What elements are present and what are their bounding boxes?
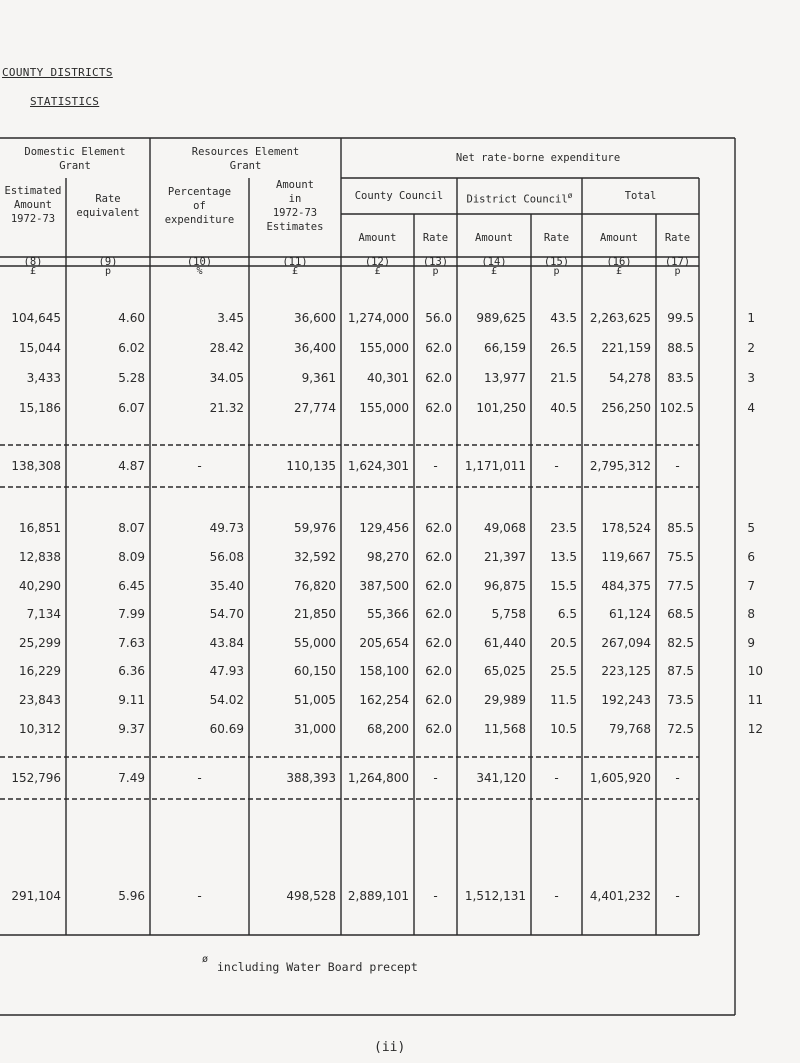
subtotal-row-cell: - (433, 771, 438, 785)
table-row-cell: 155,000 (359, 341, 409, 355)
subgroup-district-council (457, 189, 582, 207)
table-row-cell: 13.5 (550, 550, 577, 564)
table-row-cell: 62.0 (425, 550, 452, 564)
table-row-cell: 12,838 (19, 550, 61, 564)
table-row-cell: 36,600 (294, 311, 336, 325)
unit-label: £ (374, 266, 381, 277)
table-row-cell: 96,875 (484, 579, 526, 593)
grand-total-row-cell: 4,401,232 (589, 889, 651, 903)
table-row-cell: 75.5 (667, 550, 694, 564)
table-row-cell: 23,843 (19, 693, 61, 707)
row-number: 9 (747, 636, 755, 650)
table-row-cell: 205,654 (359, 636, 409, 650)
table-row-cell: 82.5 (667, 636, 694, 650)
table-row-cell: 256,250 (601, 401, 651, 415)
table-row-cell: 16,229 (19, 664, 61, 678)
table-row-cell: 56.08 (209, 550, 244, 564)
column-rate-header: Rate (664, 232, 691, 244)
table-row-cell: 387,500 (359, 579, 409, 593)
grand-total-row-cell: 291,104 (11, 889, 61, 903)
table-row-cell: 73.5 (667, 693, 694, 707)
row-number: 3 (747, 371, 755, 385)
unit-label: p (432, 266, 439, 277)
table-row-cell: 85.5 (667, 521, 694, 535)
table-row-cell: 87.5 (667, 664, 694, 678)
row-number: 10 (747, 664, 763, 678)
column-number: (10) (186, 256, 213, 268)
subtotal-row-cell: - (554, 771, 559, 785)
table-row-cell: 99.5 (667, 311, 694, 325)
table-row-cell: 62.0 (425, 579, 452, 593)
column-number: (13) (422, 256, 449, 268)
subtotal-row-cell: 388,393 (286, 771, 336, 785)
table-row-cell: 8.07 (118, 521, 145, 535)
table-row-cell: 23.5 (550, 521, 577, 535)
row-number: 7 (747, 579, 755, 593)
table-row-cell: 221,159 (601, 341, 651, 355)
column-11-header-line: 1972-73 (272, 207, 318, 219)
table-row-cell: 11.5 (550, 693, 577, 707)
group-domestic-element (0, 145, 150, 173)
table-row-cell: 62.0 (425, 607, 452, 621)
table-row-cell: 66,159 (484, 341, 526, 355)
row-number: 5 (747, 521, 755, 535)
table-row-cell: 2,263,625 (589, 311, 651, 325)
table-row-cell: 47.93 (209, 664, 244, 678)
footnote-text: including Water Board precept (217, 960, 418, 974)
subtotal-row-cell: 4.87 (118, 459, 145, 473)
table-row-cell: 51,005 (294, 693, 336, 707)
row-number: 2 (747, 341, 755, 355)
table-row-cell: 40,301 (367, 371, 409, 385)
table-row-cell: 98,270 (367, 550, 409, 564)
row-number: 11 (747, 693, 763, 707)
table-row-cell: 192,243 (601, 693, 651, 707)
table-row-cell: 26.5 (550, 341, 577, 355)
table-row-cell: 129,456 (359, 521, 409, 535)
grand-total-row-cell: 5.96 (118, 889, 145, 903)
table-row-cell: 62.0 (425, 341, 452, 355)
column-10-header-line: expenditure (164, 214, 235, 226)
column-number: (11) (282, 256, 308, 268)
table-row-cell: 20.5 (550, 636, 577, 650)
grand-total-row-cell: 2,889,101 (347, 889, 409, 903)
table-row-cell: 21.5 (550, 371, 577, 385)
column-amount-header: Amount (600, 232, 638, 244)
column-10-header-line: Percentage (167, 186, 232, 198)
table-row-cell: 21,850 (294, 607, 336, 621)
subtotal-row-cell: 1,171,011 (464, 459, 526, 473)
table-row-cell: 72.5 (667, 722, 694, 736)
subtotal-row-cell: 152,796 (11, 771, 61, 785)
table-row-cell: 77.5 (667, 579, 694, 593)
grand-total-row-cell: - (554, 889, 559, 903)
group-resources-element-line: Grant (229, 160, 262, 172)
header-statistics: STATISTICS (30, 95, 100, 108)
table-row-cell: 4.60 (118, 311, 145, 325)
column-number: (14) (481, 256, 507, 268)
subtotal-row-cell: 1,264,800 (347, 771, 409, 785)
table-row-cell: 54.70 (209, 607, 244, 621)
column-8-header-line: Amount (14, 199, 52, 211)
column-number: (9) (98, 256, 118, 268)
table-row-cell: 62.0 (425, 693, 452, 707)
unit-label: £ (291, 266, 299, 277)
table-row-cell: 1,274,000 (347, 311, 409, 325)
column-10-header (150, 185, 249, 227)
table-row-cell: 178,524 (601, 521, 651, 535)
table-row-cell: 8.09 (118, 550, 145, 564)
grand-total-row-cell: 1,512,131 (464, 889, 526, 903)
table-row-cell: 21.32 (209, 401, 244, 415)
table-row-cell: 6.07 (118, 401, 145, 415)
table-row-cell: 35.40 (209, 579, 244, 593)
group-resources-element-line: Resources Element (191, 146, 300, 158)
footnote-mark: ø (202, 954, 209, 965)
table-row-cell: 484,375 (601, 579, 651, 593)
subtotal-row-cell: 341,120 (476, 771, 526, 785)
column-9-header-line: equivalent (76, 207, 140, 219)
subtotal-row-cell: 1,624,301 (347, 459, 409, 473)
table-row-cell: 55,000 (294, 636, 336, 650)
table-row-cell: 7.63 (118, 636, 145, 650)
column-11-header-line: in (288, 193, 302, 205)
table-row-cell: 3,433 (26, 371, 61, 385)
table-row-cell: 10,312 (19, 722, 61, 736)
table-row-cell: 25.5 (550, 664, 577, 678)
column-rate-header: Rate (543, 232, 570, 244)
column-number: (17) (664, 256, 691, 268)
column-amount-header: Amount (358, 232, 397, 244)
table-row-cell: 79,768 (609, 722, 651, 736)
subtotal-row-cell: 138,308 (11, 459, 61, 473)
table-row-cell: 16,851 (19, 521, 61, 535)
subgroup-total: Total (624, 190, 657, 202)
subtotal-row-cell: 2,795,312 (589, 459, 651, 473)
district-council-label: District Council (466, 193, 568, 206)
row-number: 6 (747, 550, 755, 564)
page-number: (ii) (374, 1040, 406, 1055)
column-8-header-line: 1972-73 (10, 213, 56, 225)
group-domestic-element-line: Grant (59, 160, 91, 172)
unit-label: p (553, 266, 560, 277)
row-number: 1 (747, 311, 755, 325)
table-row-cell: 15.5 (550, 579, 577, 593)
table-row-cell: 6.45 (118, 579, 145, 593)
table-row-cell: 7,134 (26, 607, 61, 621)
subtotal-row-cell: - (197, 459, 202, 473)
table-row-cell: 158,100 (359, 664, 409, 678)
row-number: 4 (747, 401, 755, 415)
unit-label: % (196, 266, 203, 277)
table-row-cell: 28.42 (209, 341, 244, 355)
table-row-cell: 101,250 (476, 401, 526, 415)
unit-label: £ (29, 266, 37, 277)
table-row-cell: 15,186 (19, 401, 61, 415)
unit-label: £ (615, 266, 623, 277)
table-row-cell: 34.05 (209, 371, 244, 385)
subtotal-row-cell: - (197, 771, 202, 785)
table-row-cell: 40.5 (550, 401, 577, 415)
group-resources-element (150, 145, 341, 173)
column-number: (12) (364, 256, 391, 268)
subtotal-row-cell: 7.49 (118, 771, 145, 785)
column-11-header-line: Amount (276, 179, 314, 191)
table-row-cell: 9.37 (118, 722, 145, 736)
table-row-cell: 60.69 (209, 722, 244, 736)
group-domestic-element-line: Domestic Element (24, 146, 126, 158)
row-number: 12 (747, 722, 763, 736)
table-row-cell: 5,758 (491, 607, 526, 621)
table-row-cell: 36,400 (294, 341, 336, 355)
table-row-cell: 68,200 (367, 722, 409, 736)
table-row-cell: 104,645 (11, 311, 61, 325)
header-county-districts: COUNTY DISTRICTS (2, 66, 113, 79)
table-row-cell: 5.28 (118, 371, 145, 385)
column-10-header-line: of (193, 200, 206, 212)
table-row-cell: 32,592 (294, 550, 336, 564)
table-row-cell: 989,625 (476, 311, 526, 325)
table-row-cell: 10.5 (550, 722, 577, 736)
grand-total-row-cell: - (675, 889, 680, 903)
unit-label: £ (490, 266, 498, 277)
grand-total-row-cell: - (197, 889, 202, 903)
table-row-cell: 6.02 (118, 341, 145, 355)
table-row-cell: 223,125 (601, 664, 651, 678)
table-row-cell: 62.0 (425, 664, 452, 678)
table-row-cell: 7.99 (118, 607, 145, 621)
table-row-cell: 55,366 (367, 607, 409, 621)
column-number: (8) (23, 256, 43, 268)
table-row-cell: 62.0 (425, 401, 452, 415)
table-row-cell: 119,667 (601, 550, 651, 564)
subtotal-row-cell: - (433, 459, 438, 473)
column-8-header-line: Estimated (4, 185, 62, 197)
column-11-header (249, 178, 341, 234)
table-row-cell: 162,254 (359, 693, 409, 707)
table-row-cell: 43.84 (209, 636, 244, 650)
row-number: 8 (747, 607, 755, 621)
table-row-cell: 25,299 (19, 636, 61, 650)
column-8-header (0, 184, 66, 226)
table-row-cell: 49,068 (484, 521, 526, 535)
subgroup-county-council: County Council (354, 190, 444, 202)
table-row-cell: 31,000 (294, 722, 336, 736)
table-row-cell: 21,397 (484, 550, 526, 564)
table-row-cell: 62.0 (425, 722, 452, 736)
table-row-cell: 54,278 (609, 371, 651, 385)
table-row-cell: 40,290 (19, 579, 61, 593)
column-9-header-line: Rate (95, 193, 121, 205)
subtotal-row-cell: - (675, 771, 680, 785)
table-row-cell: 62.0 (425, 371, 452, 385)
column-rate-header: Rate (422, 232, 449, 244)
column-9-header (66, 192, 150, 220)
column-amount-header: Amount (475, 232, 513, 244)
table-row-cell: 102.5 (659, 401, 694, 415)
table-row-cell: 11,568 (484, 722, 526, 736)
table-row-cell: 56.0 (425, 311, 452, 325)
table-row-cell: 27,774 (294, 401, 336, 415)
column-11-header-line: Estimates (266, 221, 324, 233)
subtotal-row-cell: - (675, 459, 680, 473)
table-row-cell: 62.0 (425, 636, 452, 650)
subtotal-row-cell: 1,605,920 (589, 771, 651, 785)
table-row-cell: 61,124 (609, 607, 651, 621)
column-number: (15) (543, 256, 570, 268)
table-row-cell: 15,044 (19, 341, 61, 355)
subtotal-row-cell: - (554, 459, 559, 473)
subtotal-row-cell: 110,135 (286, 459, 336, 473)
table-row-cell: 6.36 (118, 664, 145, 678)
group-net-expenditure: Net rate-borne expenditure (455, 152, 621, 164)
table-row-cell: 6.5 (557, 607, 577, 621)
table-row-cell: 65,025 (484, 664, 526, 678)
table-row-cell: 13,977 (484, 371, 526, 385)
table-row-cell: 29,989 (484, 693, 526, 707)
grand-total-row-cell: 498,528 (286, 889, 336, 903)
table-row-cell: 59,976 (294, 521, 336, 535)
table-row-cell: 83.5 (667, 371, 694, 385)
table-row-cell: 61,440 (484, 636, 526, 650)
district-council-mark: ø (567, 191, 573, 200)
table-row-cell: 3.45 (217, 311, 244, 325)
table-row-cell: 9,361 (301, 371, 336, 385)
table-row-cell: 54.02 (209, 693, 244, 707)
unit-label: p (104, 266, 112, 277)
unit-label: p (674, 266, 681, 277)
table-row-cell: 43.5 (550, 311, 577, 325)
table-row-cell: 60,150 (294, 664, 336, 678)
column-number: (16) (606, 256, 632, 268)
table-row-cell: 267,094 (601, 636, 651, 650)
table-row-cell: 9.11 (118, 693, 145, 707)
table-row-cell: 76,820 (294, 579, 336, 593)
table-row-cell: 88.5 (667, 341, 694, 355)
table-row-cell: 62.0 (425, 521, 452, 535)
grand-total-row-cell: - (433, 889, 438, 903)
table-row-cell: 49.73 (209, 521, 244, 535)
table-row-cell: 68.5 (667, 607, 694, 621)
table-row-cell: 155,000 (359, 401, 409, 415)
